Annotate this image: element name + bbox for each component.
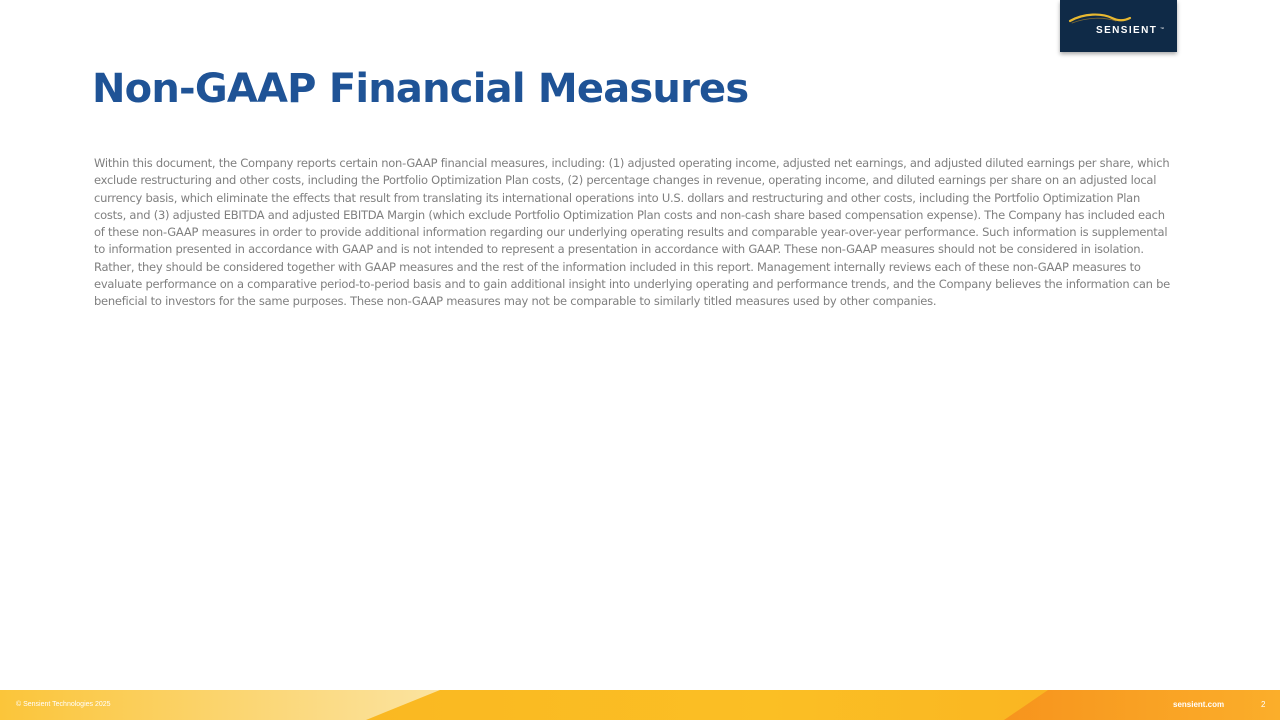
page-number: 2 [1261,700,1266,709]
body-paragraph: Within this document, the Company reports certain non-GAAP financial measures, including: (1) adjusted operating income, adjusted net earnings, and adjusted diluted earnings per share, which exclude restructuring and other costs, including the Portfolio Optimization Plan costs, (2) percentage changes in revenue, operating income, and diluted earnings per share on an adjusted local currency basis, which eliminate the effects that result from translating its international operations into U.S. dollars and restructuring and other costs, including the Portfolio Optimization Plan costs, and (3) adjusted EBITDA and adjusted EBITDA Margin (which exclude Portfolio Optimization Plan costs and non-cash share based compensation expense). The Company has included each of these non-GAAP measures in order to provide additional information regarding our underlying operating results and comparable year-over-year performance. Such information is supplemental to information presented in accordance with GAAP and is not intended to represent a presentation in accordance with GAAP. These non-GAAP measures should not be considered in isolation. Rather, they should be considered together with GAAP measures and the rest of the information included in this report. Management internally reviews each of these non-GAAP measures to evaluate performance on a comparative period-to-period basis and to gain additional insight into underlying operating and performance trends, and the Company believes the information can be beneficial to investors for the same purposes. These non-GAAP measures may not be comparable to similarly titled measures used by other companies. [94,156,1170,309]
page-title: Non-GAAP Financial Measures [92,66,749,112]
logo-wordmark: SENSIENT [1096,25,1158,36]
logo-swoosh-icon [1068,12,1132,26]
sensient-logo [1060,0,1177,52]
footer-gradient-band [0,690,1280,720]
logo-trademark: ™ [1160,26,1164,31]
footer-copyright: © Sensient Technologies 2025 [16,701,111,708]
footer-bar [0,690,1280,720]
footer-website-link[interactable]: sensient.com [1173,700,1225,709]
